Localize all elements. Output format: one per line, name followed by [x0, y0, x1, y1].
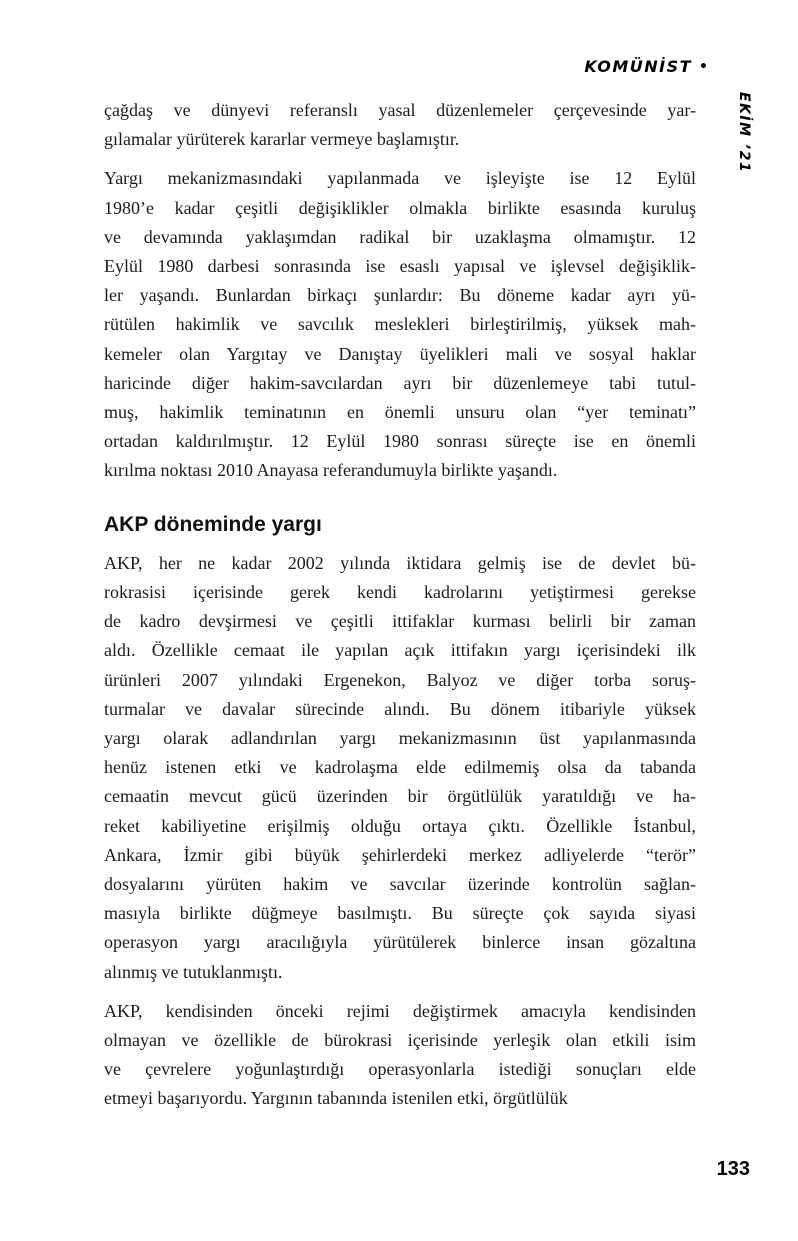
text-line: aldı. Özellikle cemaat ile yapılan açık ittifakın yargı içerisindeki ilk: [104, 640, 696, 661]
text-line: henüz istenen etki ve kadrolaşma elde edilmemiş olsa da tabanda: [104, 757, 696, 778]
text-line: kırılma noktası 2010 Anayasa referandumuyla birlikte yaşandı.: [104, 460, 558, 481]
text-line: Yargı mekanizmasındaki yapılanmada ve işleyişte ise 12 Eylül: [104, 168, 696, 189]
paragraph: [104, 549, 696, 987]
text-line: 1980’e kadar çeşitli değişiklikler olmakla birlikte esasında kuruluş: [104, 197, 696, 218]
text-line: etmeyi başarıyordu. Yargının tabanında istenilen etki, örgütlülük: [104, 1088, 568, 1109]
text-line: masıyla birlikte düğmeye basılmıştı. Bu süreçte çok sayıda siyasi: [104, 903, 696, 924]
text-line: çağdaş ve dünyevi referanslı yasal düzenlemeler çerçevesinde yar-: [104, 100, 696, 120]
section-heading: AKP döneminde yargı: [104, 512, 322, 536]
text-line: gılamalar yürüterek kararlar vermeye başlamıştır.: [104, 129, 460, 150]
paragraph: [104, 164, 696, 485]
journal-title-text: KOMÜNİST: [584, 57, 693, 76]
text-line: ortadan kaldırılmıştır. 12 Eylül 1980 sonrası süreçte ise en önemli: [104, 431, 696, 452]
journal-title: [584, 57, 708, 76]
text-line: Ankara, İzmir gibi büyük şehirlerdeki merkez adliyelerde “terör”: [104, 844, 696, 865]
text-column: [104, 96, 696, 1114]
text-line: reket kabiliyetine erişilmiş olduğu ortaya çıktı. Özellikle İstanbul,: [104, 815, 696, 836]
page-number: 133: [716, 1158, 750, 1180]
text-line: rütülen hakimlik ve savcılık meslekleri birleştirilmiş, yüksek mah-: [104, 314, 696, 335]
text-line: ürünleri 2007 yılındaki Ergenekon, Balyoz ve diğer torba soruş-: [104, 669, 696, 690]
paragraph: [104, 96, 696, 154]
text-line: rokrasisi içerisinde gerek kendi kadrolarını yetiştirmesi gerekse: [104, 582, 696, 603]
text-line: ve çevrelere yoğunlaştırdığı operasyonlarla istediği sonuçları elde: [104, 1059, 696, 1080]
text-line: olmayan ve özellikle de bürokrasi içerisinde yerleşik olan etkili isim: [104, 1030, 696, 1051]
text-line: de kadro devşirmesi ve çeşitli ittifaklar kurması belirli bir zaman: [104, 611, 696, 632]
text-line: haricinde diğer hakim-savcılardan ayrı bir düzenlemeye tabi tutul-: [104, 372, 696, 393]
text-line: operasyon yargı aracılığıyla yürütülerek binlerce insan gözaltına: [104, 932, 696, 953]
text-line: AKP, kendisinden önceki rejimi değiştirmek amacıyla kendisinden: [104, 1000, 696, 1021]
issue-label: EKİM ’21: [736, 92, 752, 174]
text-line: cemaatin mevcut gücü üzerinden bir örgütlülük yaratıldığı ve ha-: [104, 786, 696, 807]
journal-title-bullet: •: [699, 59, 708, 75]
text-line: kemeler olan Yargıtay ve Danıştay üyelikleri mali ve sosyal haklar: [104, 343, 696, 364]
text-line: AKP, her ne kadar 2002 yılında iktidara gelmiş ise de devlet bü-: [104, 552, 696, 573]
text-line: dosyalarını yürüten hakim ve savcılar üzerinde kontrolün sağlan-: [104, 874, 696, 895]
text-line: alınmış ve tutuklanmıştı.: [104, 961, 283, 982]
text-line: ler yaşandı. Bunlardan birkaçı şunlardır: Bu döneme kadar ayrı yü-: [104, 285, 696, 306]
paragraph: [104, 997, 696, 1114]
text-line: turmalar ve davalar sürecinde alındı. Bu dönem itibariyle yüksek: [104, 698, 696, 719]
text-line: muş, hakimlik teminatının en önemli unsuru olan “yer teminatı”: [104, 402, 696, 423]
text-line: Eylül 1980 darbesi sonrasında ise esaslı yapısal ve işlevsel değişiklik-: [104, 256, 696, 277]
text-line: ve devamında yaklaşımdan radikal bir uzaklaşma olmamıştır. 12: [104, 226, 696, 247]
text-line: yargı olarak adlandırılan yargı mekanizmasının üst yapılanmasında: [104, 728, 696, 749]
